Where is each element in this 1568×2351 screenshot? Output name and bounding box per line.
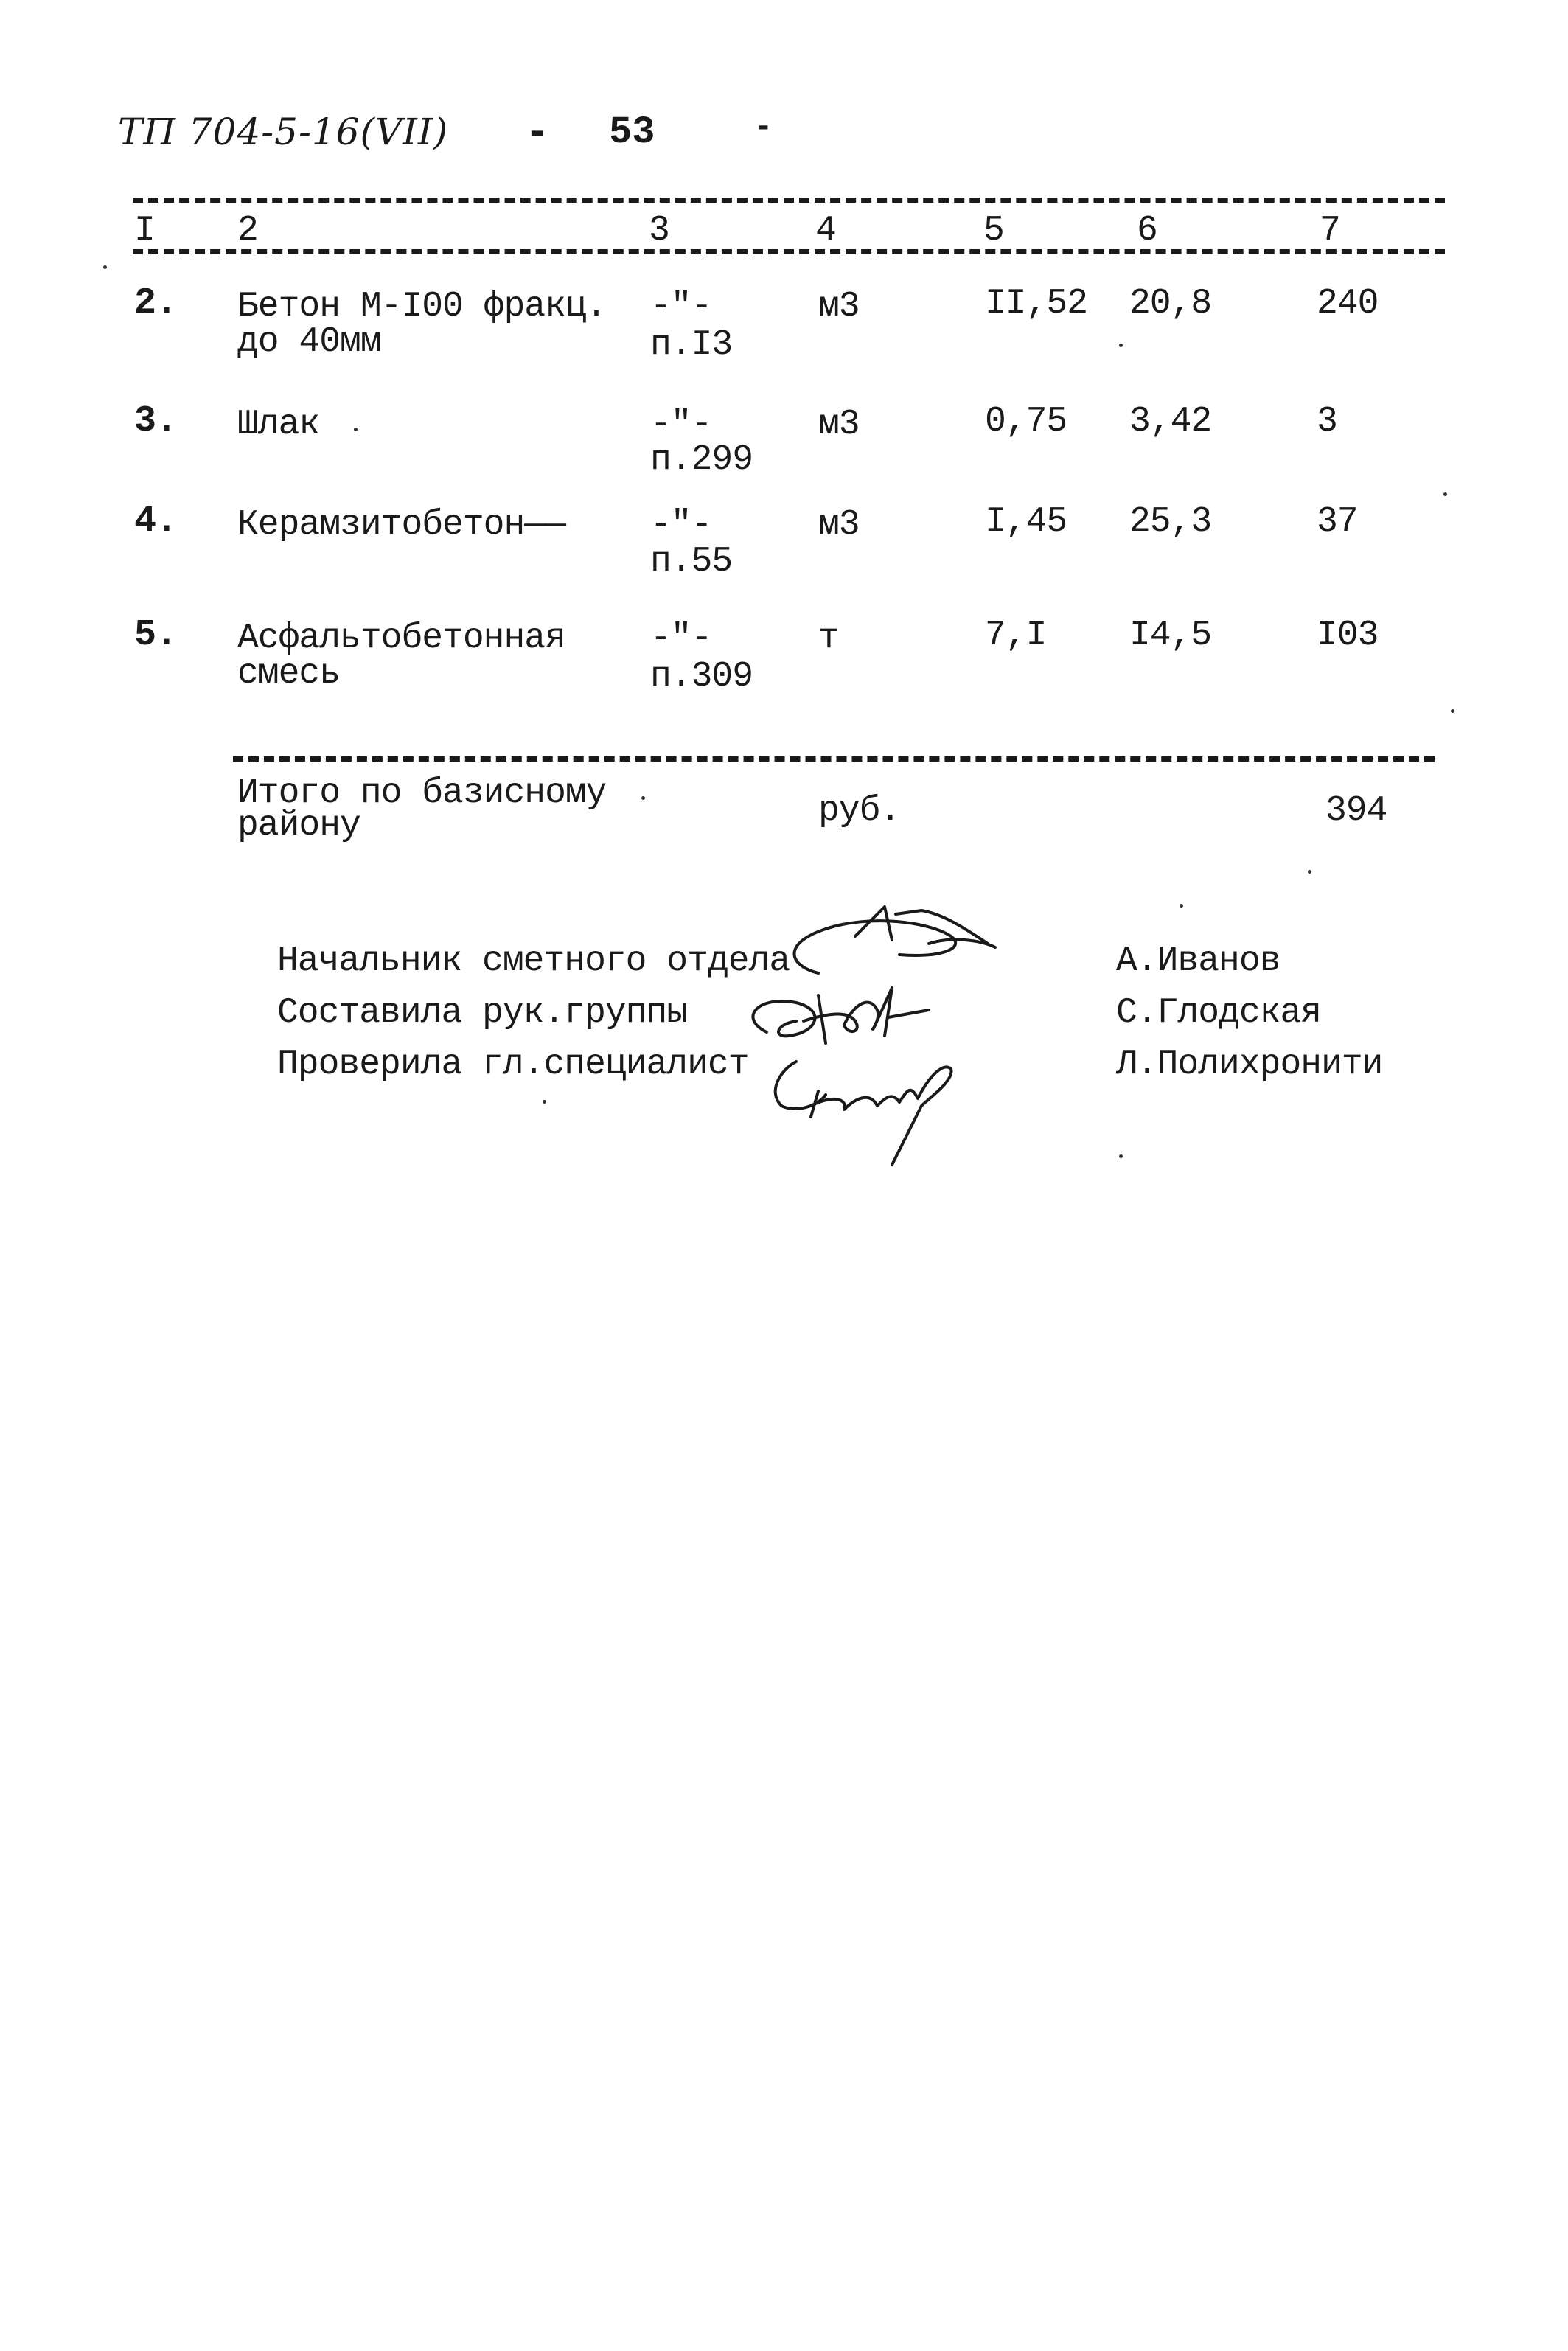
row-number: 5.: [134, 614, 178, 656]
reference-ditto: -"-: [650, 619, 712, 658]
scan-speck: [543, 1100, 546, 1104]
total-value: 394: [1325, 791, 1387, 831]
page-number: 53: [609, 111, 655, 154]
column-header-1: I: [134, 211, 156, 251]
handwritten-signatures: [708, 885, 1091, 1165]
material-name-line1: Бетон М-I00 фракц.: [237, 287, 607, 327]
quantity: 7,I: [985, 616, 1047, 655]
document-code: ТП 704-5-16(VII): [118, 111, 449, 153]
material-name-line2: до 40мм: [237, 322, 381, 362]
signatory-name: Л.Полихронити: [1116, 1045, 1383, 1084]
unit: м3: [818, 505, 860, 545]
scan-speck: [1308, 870, 1311, 874]
scan-speck: [1119, 344, 1123, 347]
material-name-line1: Асфальтобетонная: [237, 619, 565, 658]
material-name-line2: смесь: [237, 654, 341, 694]
signatory-role: Начальник сметного отдела: [277, 941, 790, 981]
column-header-2: 2: [237, 211, 259, 251]
reference-item: п.I3: [650, 325, 733, 365]
reference-item: п.299: [650, 440, 753, 480]
column-header-6: 6: [1137, 211, 1158, 251]
scan-speck: [354, 428, 358, 431]
quantity: II,52: [985, 284, 1088, 324]
reference-ditto: -"-: [650, 405, 712, 445]
scan-speck: [1443, 492, 1447, 496]
cost: 3: [1317, 402, 1337, 442]
column-header-7: 7: [1320, 211, 1341, 251]
unit-price: 25,3: [1129, 502, 1212, 542]
scan-speck: [1119, 1154, 1123, 1158]
column-header-5: 5: [983, 211, 1005, 251]
cost: 240: [1317, 284, 1379, 324]
unit: т: [818, 619, 839, 658]
cost: 37: [1317, 502, 1358, 542]
signature-glodskaya: [753, 988, 929, 1043]
reference-item: п.55: [650, 542, 733, 582]
scan-speck: [1451, 709, 1454, 713]
reference-ditto: -"-: [650, 505, 712, 545]
signatory-name: С.Глодская: [1116, 993, 1322, 1033]
material-name-line1: Керамзитобетон——: [237, 505, 565, 545]
scan-speck: [1180, 904, 1183, 908]
scan-speck: [641, 796, 645, 800]
signatory-role: Составила рук.группы: [277, 993, 688, 1033]
unit: м3: [818, 287, 860, 327]
quantity: 0,75: [985, 402, 1067, 442]
table-total-rule: [233, 756, 1435, 762]
table-header-rule: [133, 249, 1445, 254]
page-number-dash-left: -: [525, 109, 550, 156]
row-number: 2.: [134, 282, 178, 324]
signatory-role: Проверила гл.специалист: [277, 1045, 749, 1084]
unit: м3: [818, 405, 860, 445]
column-header-4: 4: [815, 211, 837, 251]
total-label-line1: Итого по базисному: [237, 773, 607, 813]
row-number: 3.: [134, 400, 178, 442]
unit-price: 20,8: [1129, 284, 1212, 324]
unit-price: I4,5: [1129, 616, 1212, 655]
scan-speck: [103, 265, 107, 269]
signature-polikhroniti: [776, 1062, 952, 1165]
quantity: I,45: [985, 502, 1067, 542]
table-top-rule: [133, 198, 1445, 203]
cost: I03: [1317, 616, 1379, 655]
row-number: 4.: [134, 501, 178, 543]
material-name-line1: Шлак: [237, 405, 320, 445]
reference-ditto: -"-: [650, 287, 712, 327]
column-header-3: 3: [649, 211, 670, 251]
reference-item: п.309: [650, 657, 753, 697]
total-label-line2: району: [237, 806, 360, 846]
total-unit: руб.: [818, 791, 901, 831]
page-number-dash-right: -: [753, 109, 773, 146]
signature-ivanov: [795, 907, 996, 973]
unit-price: 3,42: [1129, 402, 1212, 442]
signatory-name: А.Иванов: [1116, 941, 1280, 981]
